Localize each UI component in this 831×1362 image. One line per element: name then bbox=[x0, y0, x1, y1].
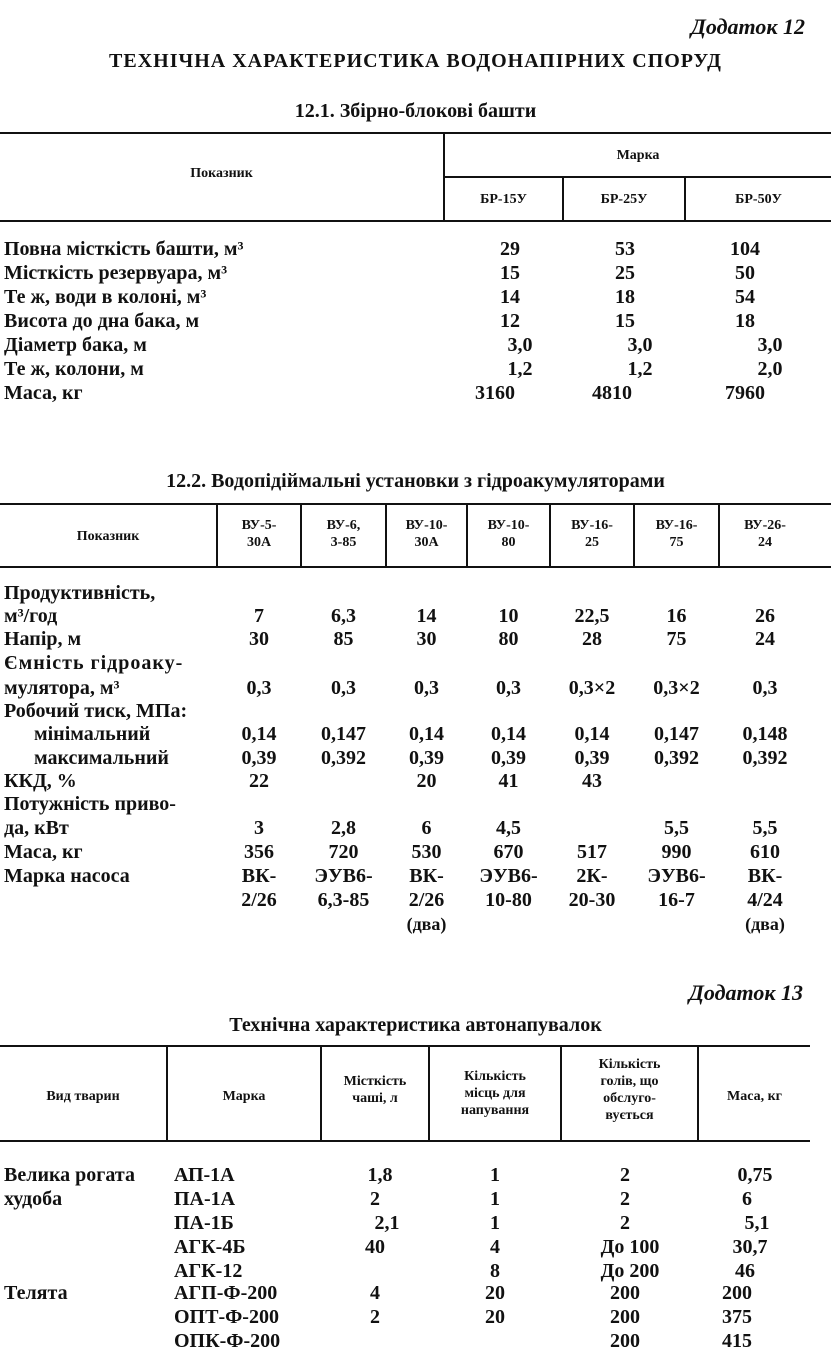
cell-brand: ПА-1А bbox=[174, 1188, 236, 1210]
cell-value: 670 bbox=[493, 841, 524, 863]
header-line: Місткість bbox=[343, 1074, 407, 1089]
cell-value: 30 bbox=[416, 628, 437, 650]
cell-value: 30 bbox=[249, 628, 269, 650]
cell-value: 12 bbox=[500, 310, 520, 332]
row-label: Те ж, води в колоні, м³ bbox=[4, 286, 207, 308]
cell-value: 1 bbox=[490, 1164, 500, 1186]
cell-value: 5,5 bbox=[664, 817, 689, 839]
row-label: Робочий тиск, МПа: bbox=[4, 700, 188, 722]
header-line: чаші, л bbox=[352, 1091, 398, 1106]
header-parameter: Показник bbox=[76, 529, 140, 544]
cell-value: До 100 bbox=[600, 1236, 660, 1258]
cell-value: 6 bbox=[421, 817, 432, 839]
cell-value: 720 bbox=[328, 841, 359, 863]
row-label: мінімальний bbox=[34, 723, 151, 745]
cell-value: 2 bbox=[370, 1188, 380, 1210]
row-label: Продуктивність, bbox=[4, 582, 156, 604]
header-vu-6-3-85 bbox=[302, 517, 385, 551]
cell-value: 30,7 bbox=[732, 1236, 768, 1258]
cell-value: 28 bbox=[582, 628, 602, 650]
row-label: Повна місткість башти, м³ bbox=[4, 238, 244, 260]
cell-value: 0,3 bbox=[331, 677, 356, 699]
cell-brand: ОПК-Ф-200 bbox=[174, 1330, 281, 1352]
header-line: 80 bbox=[501, 535, 516, 550]
header-mass: Маса, кг bbox=[726, 1089, 783, 1104]
cell-value: ЭУВ6- bbox=[479, 865, 538, 887]
cell-value: 3,0 bbox=[507, 334, 533, 356]
cell-value: 3160 bbox=[475, 382, 515, 404]
table-12-1-caption: 12.1. Збірно-блокові башти bbox=[294, 100, 537, 122]
cell-value: 2/26 bbox=[241, 889, 277, 911]
header-line: ВУ-10- bbox=[405, 518, 448, 533]
cell-value: ВК- bbox=[747, 865, 783, 887]
cell-brand: ПА-1Б bbox=[174, 1212, 234, 1234]
row-label: да, кВт bbox=[4, 817, 69, 839]
cell-value: 3 bbox=[254, 817, 264, 839]
cell-value: 0,14 bbox=[409, 723, 444, 745]
cell-value: 4 bbox=[490, 1236, 500, 1258]
cell-value: 0,14 bbox=[491, 723, 526, 745]
header-heads-served bbox=[562, 1056, 697, 1124]
cell-value: 15 bbox=[615, 310, 635, 332]
cell-value: 10-80 bbox=[485, 889, 532, 911]
cell-value: 40 bbox=[365, 1236, 385, 1258]
cell-value: 26 bbox=[755, 605, 775, 627]
cell-brand: АП-1А bbox=[174, 1164, 235, 1186]
header-line: ВУ-6, bbox=[326, 518, 361, 533]
cell-value: 104 bbox=[730, 238, 760, 260]
header-line: напування bbox=[460, 1103, 530, 1118]
table-top-rule bbox=[0, 1045, 810, 1047]
cell-value: 22 bbox=[249, 770, 269, 792]
group-label: Велика рогата bbox=[4, 1164, 135, 1186]
cell-value: 0,148 bbox=[742, 723, 788, 745]
cell-value: 4/24 bbox=[747, 889, 783, 911]
cell-value: 15 bbox=[500, 262, 520, 284]
cell-value: ЭУВ6- bbox=[647, 865, 706, 887]
cell-value: 200 bbox=[610, 1282, 640, 1304]
cell-value: 375 bbox=[722, 1306, 752, 1328]
cell-value: 0,39 bbox=[241, 747, 277, 769]
row-label: ККД, % bbox=[4, 770, 77, 792]
cell-value: 41 bbox=[498, 770, 519, 792]
cell-value: 415 bbox=[722, 1330, 752, 1352]
cell-value: 75 bbox=[666, 628, 687, 650]
cell-value: 5,5 bbox=[752, 817, 778, 839]
cell-value: 2,0 bbox=[757, 358, 783, 380]
cell-value: 8 bbox=[490, 1260, 500, 1282]
row-label: мулятора, м³ bbox=[4, 677, 120, 699]
cell-value: 0,39 bbox=[574, 747, 610, 769]
header-line: ВУ-26- bbox=[744, 518, 786, 533]
cell-value: 29 bbox=[500, 238, 520, 260]
header-line: 30А bbox=[414, 535, 439, 550]
cell-value: 20 bbox=[416, 770, 437, 792]
cell-value: 53 bbox=[615, 238, 635, 260]
cell-value: 3,0 bbox=[757, 334, 783, 356]
cell-value: 0,3 bbox=[414, 677, 439, 699]
cell-value: 14 bbox=[500, 286, 520, 308]
row-label: Висота до дна бака, м bbox=[4, 310, 200, 332]
header-vu-16-25 bbox=[551, 517, 633, 551]
cell-value: 20-30 bbox=[568, 889, 616, 911]
cell-value: 2 bbox=[620, 1212, 630, 1234]
row-label: Напір, м bbox=[4, 628, 82, 650]
header-brand: Марка bbox=[222, 1089, 266, 1104]
cell-value: 6,3 bbox=[331, 605, 356, 627]
cell-value: 50 bbox=[735, 262, 755, 284]
cell-value: 200 bbox=[722, 1282, 752, 1304]
cell-value: 2 bbox=[620, 1164, 630, 1186]
cell-value: 1 bbox=[490, 1188, 500, 1210]
cell-value: 2,1 bbox=[374, 1212, 400, 1234]
cell-value: 0,75 bbox=[737, 1164, 773, 1186]
cell-value: 80 bbox=[498, 628, 519, 650]
header-vu-5-30a bbox=[218, 517, 300, 551]
header-bottom-rule bbox=[0, 1140, 810, 1142]
cell-value: 7 bbox=[254, 605, 264, 627]
header-bottom-rule bbox=[0, 220, 831, 222]
header-watering-places bbox=[430, 1068, 560, 1119]
row-label: Ємність гідроаку- bbox=[4, 652, 184, 674]
cell-value: 43 bbox=[582, 770, 602, 792]
cell-value: 0,3×2 bbox=[568, 677, 616, 699]
cell-value: 0,392 bbox=[742, 747, 788, 769]
cell-value: (два) bbox=[745, 914, 785, 934]
header-vu-16-75 bbox=[635, 517, 718, 551]
header-br-25u: БР-25У bbox=[600, 192, 648, 207]
header-line: вується bbox=[605, 1108, 654, 1123]
cell-value: 10 bbox=[498, 605, 519, 627]
header-vu-26-24 bbox=[720, 517, 810, 551]
cell-value: 610 bbox=[750, 841, 780, 863]
cell-value: 20 bbox=[485, 1306, 505, 1328]
header-line: ВУ-5- bbox=[241, 518, 277, 533]
row-label: Місткість резервуара, м³ bbox=[4, 262, 228, 284]
cell-value: 22,5 bbox=[574, 605, 610, 627]
group-label: Телята bbox=[4, 1282, 68, 1304]
header-line: 3-85 bbox=[330, 535, 357, 550]
header-line: 30А bbox=[246, 535, 272, 550]
cell-value: 0,3 bbox=[496, 677, 521, 699]
table-top-rule bbox=[0, 132, 831, 134]
cell-value: До 200 bbox=[600, 1260, 660, 1282]
cell-value: 85 bbox=[333, 628, 354, 650]
header-line: ВУ-16- bbox=[571, 518, 613, 533]
cell-value: ВК- bbox=[241, 865, 277, 887]
cell-value: 0,392 bbox=[654, 747, 699, 769]
cell-brand: АГК-4Б bbox=[174, 1236, 246, 1258]
appendix-13-label: Додаток 13 bbox=[688, 980, 803, 1005]
cell-value: 0,3 bbox=[752, 677, 778, 699]
row-label: Маса, кг bbox=[4, 841, 83, 863]
cell-value: 0,3×2 bbox=[653, 677, 700, 699]
cell-value: 7960 bbox=[725, 382, 765, 404]
cell-value: 2 bbox=[370, 1306, 380, 1328]
cell-value: 4 bbox=[370, 1282, 380, 1304]
cell-value: 0,14 bbox=[241, 723, 277, 745]
row-label: м³/год bbox=[4, 605, 58, 627]
cell-value: 5,1 bbox=[744, 1212, 770, 1234]
cell-value: 1,8 bbox=[367, 1164, 393, 1186]
cell-value: 200 bbox=[610, 1330, 640, 1352]
header-brand: Марка bbox=[616, 148, 660, 163]
header-line: місць для bbox=[464, 1086, 526, 1101]
header-br-50u: БР-50У bbox=[735, 192, 782, 207]
cell-value: 2К- bbox=[576, 865, 608, 887]
cell-value: 0,39 bbox=[409, 747, 444, 769]
row-label: Потужність приво- bbox=[4, 793, 176, 815]
cell-value: 517 bbox=[577, 841, 607, 863]
header-animal-type: Вид тварин bbox=[46, 1089, 120, 1104]
group-label: худоба bbox=[4, 1188, 63, 1210]
cell-value: 18 bbox=[735, 310, 755, 332]
main-title: ТЕХНІЧНА ХАРАКТЕРИСТИКА ВОДОНАПІРНИХ СПОРУД bbox=[109, 50, 722, 72]
row-label: Те ж, колони, м bbox=[4, 358, 144, 380]
table-top-rule bbox=[0, 503, 831, 505]
cell-value: 54 bbox=[735, 286, 755, 308]
header-bottom-rule bbox=[0, 566, 831, 568]
table-13-caption: Технічна характеристика автонапувалок bbox=[229, 1014, 602, 1036]
cell-value: 6,3-85 bbox=[317, 889, 370, 911]
cell-value: 14 bbox=[416, 605, 437, 627]
appendix-12-label: Додаток 12 bbox=[690, 14, 805, 39]
cell-value: 24 bbox=[755, 628, 775, 650]
header-line: 75 bbox=[669, 535, 684, 550]
cell-brand: ОПТ-Ф-200 bbox=[174, 1306, 279, 1328]
cell-value: 16 bbox=[666, 605, 687, 627]
cell-value: ЭУВ6- bbox=[314, 865, 373, 887]
header-line: обслуго- bbox=[603, 1091, 656, 1106]
cell-value: 356 bbox=[244, 841, 274, 863]
cell-value: 0,392 bbox=[321, 747, 366, 769]
cell-value: 3,0 bbox=[627, 334, 653, 356]
header-vu-10-30a bbox=[387, 517, 466, 551]
header-line: Кількість bbox=[598, 1057, 661, 1072]
header-bowl-capacity bbox=[322, 1073, 428, 1107]
cell-value: 46 bbox=[735, 1260, 755, 1282]
header-vu-10-80 bbox=[468, 517, 549, 551]
cell-value: 0,39 bbox=[491, 747, 526, 769]
cell-value: 530 bbox=[411, 841, 442, 863]
cell-value: 4810 bbox=[592, 382, 632, 404]
cell-value: 0,3 bbox=[246, 677, 272, 699]
cell-value: 2 bbox=[620, 1188, 630, 1210]
cell-value: 18 bbox=[615, 286, 635, 308]
row-label: максимальний bbox=[34, 747, 169, 769]
cell-value: 16-7 bbox=[658, 889, 695, 911]
cell-value: 2,8 bbox=[331, 817, 356, 839]
header-parameter: Показник bbox=[190, 166, 253, 181]
cell-value: 25 bbox=[615, 262, 635, 284]
cell-value: 0,147 bbox=[654, 723, 699, 745]
header-line: ВУ-16- bbox=[655, 518, 698, 533]
row-label: Діаметр бака, м bbox=[4, 334, 147, 356]
table-12-2-caption: 12.2. Водопідіймальні установки з гідроакумуляторами bbox=[166, 470, 665, 492]
cell-brand: АГК-12 bbox=[174, 1260, 243, 1282]
cell-value: 1,2 bbox=[507, 358, 533, 380]
cell-value: 2/26 bbox=[408, 889, 445, 911]
cell-brand: АГП-Ф-200 bbox=[174, 1282, 278, 1304]
cell-value: 200 bbox=[610, 1306, 640, 1328]
header-br-15u: БР-15У bbox=[480, 192, 527, 207]
header-line: Кількість bbox=[464, 1069, 526, 1084]
cell-value: 0,147 bbox=[321, 723, 366, 745]
cell-value: 1,2 bbox=[627, 358, 653, 380]
cell-value: (два) bbox=[406, 914, 447, 934]
row-label: Маса, кг bbox=[4, 382, 83, 404]
header-line: голів, що bbox=[600, 1074, 659, 1089]
cell-value: 4,5 bbox=[496, 817, 521, 839]
cell-value: 1 bbox=[490, 1212, 500, 1234]
header-mid-rule bbox=[445, 176, 831, 178]
header-line: 25 bbox=[585, 535, 599, 550]
cell-value: 0,14 bbox=[574, 723, 610, 745]
cell-value: ВК- bbox=[409, 865, 444, 887]
cell-value: 990 bbox=[661, 841, 692, 863]
header-line: 24 bbox=[758, 535, 772, 550]
cell-value: 6 bbox=[742, 1188, 752, 1210]
row-label: Марка насоса bbox=[4, 865, 130, 887]
header-line: ВУ-10- bbox=[487, 518, 530, 533]
cell-value: 20 bbox=[485, 1282, 505, 1304]
